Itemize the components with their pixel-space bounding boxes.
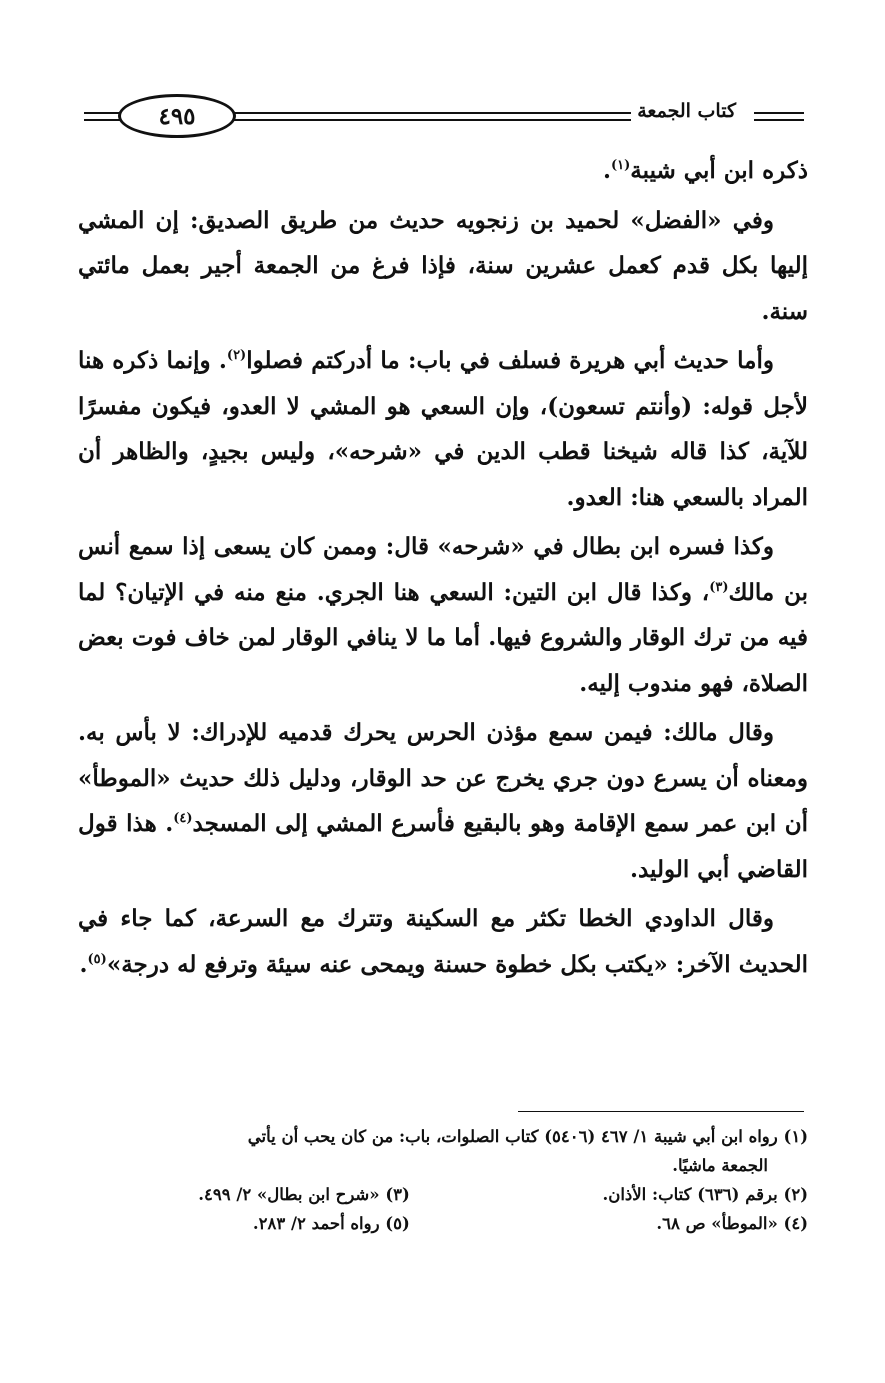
main-text <box>78 148 808 991</box>
page-number: ٤٩٥ <box>118 94 236 138</box>
footnote-ref[interactable]: (٤) <box>173 811 193 826</box>
paragraph-tail: . وإنما ذكره هنا لأجل قوله: (وأنتم تسعون)، وإن السعي هو المشي لا العدو، فيكون مفسرًا للآية، كذا قاله شيخنا قطب الدين في «شرحه»، وليس بجيدٍ، والظاهر أن المراد بالسعي هنا: العدو. <box>78 347 808 511</box>
paragraph-text: وكذا فسره ابن بطال في «شرحه» قال: وممن كان يسعى إذا سمع أنس بن مالك <box>78 533 808 606</box>
footnote-1-continuation: الجمعة ماشيًا. <box>672 1156 768 1175</box>
paragraph-6 <box>78 896 808 987</box>
footnote-5: (٥) رواه أحمد ٢/ ٢٨٣. <box>252 1214 410 1233</box>
footnote-row <box>84 1209 808 1238</box>
paragraph-text: وقال مالك: فيمن سمع مؤذن الحرس يحرك قدميه للإدراك: لا بأس به. ومعناه أن يسرع دون جري يخرج عن حد الوقار، ودليل ذلك حديث «الموطأ» أن ابن عمر سمع الإقامة وهو بالبقيع فأسرع المشي إلى المسجد <box>78 719 808 837</box>
footnote-ref[interactable]: (٣) <box>709 579 729 595</box>
header-rule-middle-top <box>224 112 684 114</box>
header-rule-right-top <box>754 112 804 114</box>
footnote-4: (٤) «الموطأ» ص ٦٨. <box>656 1214 808 1233</box>
paragraph-tail: . هذا قول القاضي أبي الوليد. <box>78 810 808 883</box>
running-header <box>84 92 804 142</box>
paragraph-4 <box>78 524 808 706</box>
paragraph-tail: . <box>79 950 88 978</box>
footnote-ref[interactable]: (١) <box>611 158 631 173</box>
paragraph-2 <box>78 198 808 335</box>
paragraph-3 <box>78 338 808 520</box>
footnote-text: رواه ابن أبي شيبة ١/ ٤٦٧ (٥٤٠٦) كتاب الصلوات، باب: من كان يحب أن يأتي <box>247 1127 778 1146</box>
paragraph-text: وفي «الفضل» لحميد بن زنجويه حديث من طريق الصديق: إن المشي إليها بكل قدم كعمل عشرين سنة، فإذا فرغ من الجمعة أجير بعمل مائتي سنة. <box>78 206 808 325</box>
footnote-number: (١) <box>783 1127 808 1146</box>
paragraph-5 <box>78 710 808 892</box>
paragraph-text: وأما حديث أبي هريرة فسلف في باب: ما أدركتم فصلوا <box>246 347 774 374</box>
header-rule-right-bottom <box>754 119 804 121</box>
footnotes <box>84 1122 808 1238</box>
paragraph-text: وقال الداودي الخطا تكثر مع السكينة وتترك مع السرعة، كما جاء في الحديث الآخر: «يكتب بكل خطوة حسنة ويمحى عنه سيئة وترفع له درجة» <box>78 905 808 978</box>
footnote-ref[interactable]: (٢) <box>226 348 247 363</box>
book-title: كتاب الجمعة <box>631 100 742 122</box>
header-rule-middle-bottom <box>224 119 684 121</box>
paragraph-tail: ، وكذا قال ابن التين: السعي هنا الجري. منع منه في الإتيان؟ لما فيه من ترك الوقار والشروع فيها. أما ما لا ينافي الوقار لمن خاف فوت بعض الصلاة، فهو مندوب إليه. <box>78 578 808 697</box>
paragraph-tail: . <box>602 157 611 184</box>
footnote-row <box>84 1180 808 1209</box>
footnote-3: (٣) «شرح ابن بطال» ٢/ ٤٩٩. <box>198 1185 410 1204</box>
footnote-ref[interactable]: (٥) <box>87 951 107 967</box>
footnote-2: (٢) برقم (٦٣٦) كتاب: الأذان. <box>602 1185 808 1204</box>
paragraph-1 <box>78 148 808 194</box>
footnote-1 <box>84 1122 808 1151</box>
paragraph-text: ذكره ابن أبي شيبة <box>630 157 808 184</box>
footnote-separator <box>518 1111 804 1112</box>
